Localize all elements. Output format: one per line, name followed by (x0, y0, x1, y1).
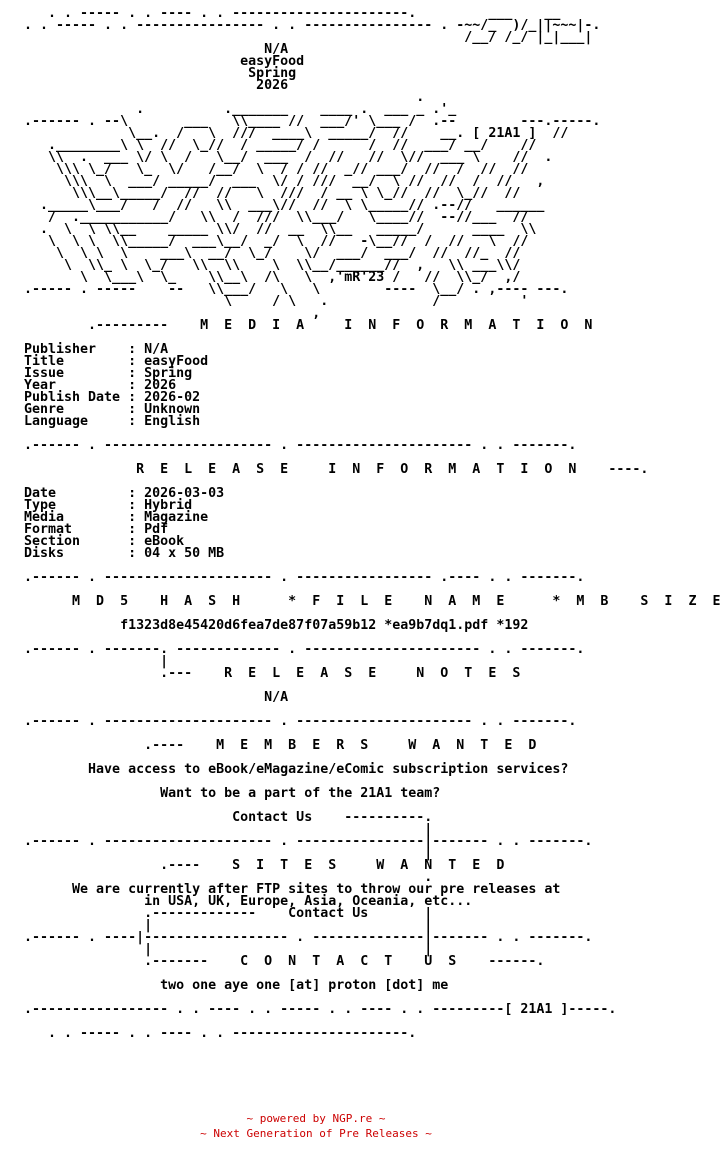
nfo-text: . . ----- . . ---- . . ----------------------. ___ __ . . ----- . . ---------------- . . ---------------- . -~~/_ )/_||~~~|-. /__/ /_/ |_|___| N/A easyFood Spring 2026 . . ._______ ____ . ___ _ .'_ .------ . --\ ___ \\____ // ___/' \___ / .-- ---.-----. \__. / \ /// ____\ _____/ // __. [ 21A1 ] // .________\ \ // \_// / _____/ / / // ___/ __/ // \\ . ___ \/ \ / \__/ ___ / // // \// ___ \ // . \\\ \_/ \_ \/ /__/ \ / / // _// ___/ // / // // \\\ \ ___/ _____/ ___ \/ / /// __/ \ // // / // , \\\__\_____/ // // \ /// / __ \ \_// // \_// // ._____\___/ / // \\ ___\// // \ \_____// .--// ______ / .___________/ \\ / /// \\___/ \____// --//___ // . \ \ \\__ _____ \\/ // __ \\__ _____/ ____ \\ \ \ \ \\_____/ ___\__/ _/ \ // -\__// / // \ // \ \ \ \ ___\ __/ \_/ \/ ___/ ___/ // //_ // \ \\_ \ \_/ \\ \\ \ \\__/______// , \\ ___\\/ \ \___\ \_ \\__\ /\ \ ,'mR'23 / // \\_/ ,/ .----- . ----- -- \\___/ \ \ ---- \__/ . ,---- ---. \ / \ . / ' , .--------- M E D I A I N F O R M A T I O N Publisher : N/A Title : easyFood Issue : Spring Year : 2026 Publish Date : 2026-02 Genre : Unknown Language : English .------ . --------------------- . ---------------------- . . -------. R E L E A S E I N F O R M A T I O N ----. Date : 2026-03-03 Type : Hybrid Media : Magazine Format : Pdf Section : eBook Disks : 04 x 50 MB .------ . --------------------- . ----------------- .---- . . -------. M D 5 H A S H * F I L E N A M E * M B S I Z E f1323d8e45420d6fea7de87f07a59b12 *ea9b7dq1.pdf *192 .------ . -------. ------------- . ---------------------- . . -------. | .--- R E L E A S E N O T E S N/A .------ . --------------------- . ---------------------- . . -------. .---- M E M B E R S W A N T E D Have access to eBook/eMagazine/eComic subscription services? Want to be a part of the 21A1 team? Contact Us ----------. | .------ . --------------------- . ----------------|------- . . -------. | .---- S I T E S W A N T E D . We are currently after FTP sites to throw our pre releases at in USA, UK, Europe, Asia, Oceania, etc... .------------- Contact Us | | | .------ . ----|------------------ . --------------|------- . . -------. | | .------- C O N T A C T U S ------. two one aye one [at] proton [dot] me .----------------- . . ---- . . ----- . . ---- . . ---------[ 21A1 ]-----. . . ----- . . ---- . . ----------------------. (24, 6, 720, 1041)
footer-tagline: ~ Next Generation of Pre Releases ~ (200, 1127, 432, 1140)
footer-powered-by: ~ powered by NGP.re ~ (246, 1112, 386, 1125)
